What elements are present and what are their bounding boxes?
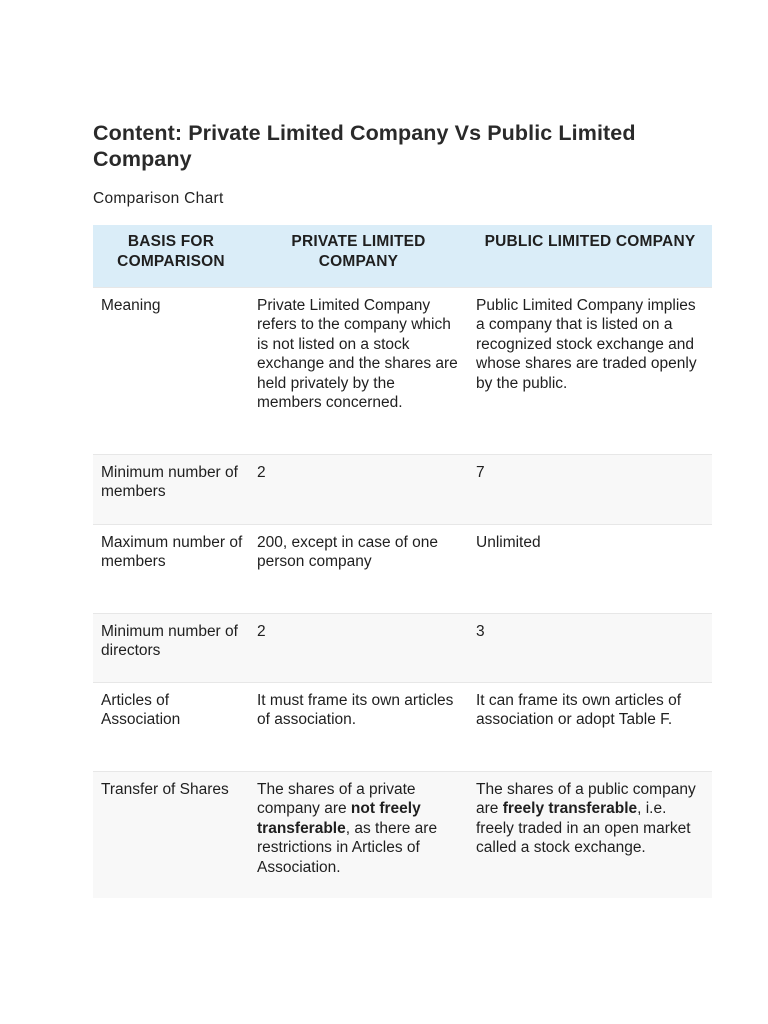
cell-public: 3 — [468, 613, 712, 682]
table-row — [93, 682, 712, 771]
header-basis: BASIS FOR COMPARISON — [93, 225, 249, 287]
table-row — [93, 524, 712, 613]
cell-public: Public Limited Company implies a company that is listed on a recognized stock exchange and whose shares are traded openly by the public. — [468, 287, 712, 454]
cell-private: Private Limited Company refers to the company which is not listed on a stock exchange and the shares are held privately by the members concerned. — [249, 287, 468, 454]
document-page — [93, 120, 712, 898]
cell-basis: Transfer of Shares — [93, 771, 249, 898]
table-row — [93, 613, 712, 682]
cell-private: 2 — [249, 454, 468, 524]
text-run: The shares of a public company are — [476, 780, 696, 818]
cell-public: 7 — [468, 454, 712, 524]
cell-private: 2 — [249, 613, 468, 682]
text-run: , i.e. freely traded in an open market called a stock exchange. — [476, 800, 691, 857]
cell-public: Unlimited — [468, 524, 712, 613]
table-row — [93, 454, 712, 524]
header-private: PRIVATE LIMITED COMPANY — [249, 225, 468, 287]
cell-public: It can frame its own articles of association or adopt Table F. — [468, 682, 712, 771]
cell-private: 200, except in case of one person company — [249, 524, 468, 613]
bold-text: not freely transferable — [257, 800, 421, 837]
table-row — [93, 771, 712, 898]
section-subtitle: Comparison Chart — [93, 190, 224, 207]
cell-basis: Minimum number of members — [93, 454, 249, 524]
cell-private: It must frame its own articles of association. — [249, 682, 468, 771]
cell-basis: Maximum number of members — [93, 524, 249, 613]
cell-private — [249, 771, 468, 898]
cell-basis: Articles of Association — [93, 682, 249, 771]
page-title: Content: Private Limited Company Vs Public Limited Company — [93, 121, 636, 171]
cell-basis: Meaning — [93, 287, 249, 454]
table-header-row — [93, 225, 712, 287]
text-run: , as there are restrictions in Articles of Association. — [257, 819, 438, 876]
comparison-table — [93, 225, 712, 898]
cell-public — [468, 771, 712, 898]
bold-text: freely transferable — [502, 800, 638, 818]
header-public: PUBLIC LIMITED COMPANY — [468, 225, 712, 287]
table-row — [93, 287, 712, 454]
text-run: The shares of a private company are — [257, 780, 416, 818]
cell-basis: Minimum number of directors — [93, 613, 249, 682]
